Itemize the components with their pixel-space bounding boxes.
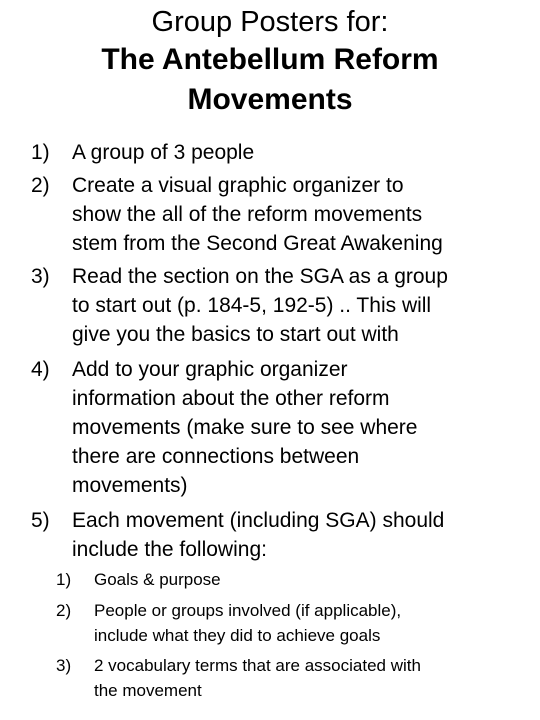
list-text: Each movement (including SGA) should — [72, 509, 445, 532]
list-text: movements (make sure to see where — [72, 416, 418, 439]
list-text: movements) — [72, 474, 188, 497]
list-text: Read the section on the SGA as a group — [72, 265, 448, 288]
sub-list-number: 1) — [56, 570, 72, 589]
list-text: show the all of the reform movements — [72, 203, 423, 226]
sub-list-number: 3) — [56, 656, 72, 675]
list-text: there are connections between — [72, 445, 360, 468]
list-text: Add to your graphic organizer — [72, 358, 348, 381]
sub-list-text: 2 vocabulary terms that are associated with — [94, 656, 421, 675]
list-number: 2) — [31, 174, 50, 197]
list-number: 5) — [31, 509, 50, 532]
list-number: 3) — [31, 265, 50, 288]
sub-list-number: 2) — [56, 601, 72, 620]
list-text: give you the basics to start out with — [72, 323, 399, 346]
sub-list-text: People or groups involved (if applicable), — [94, 601, 402, 620]
title-line-2: The Antebellum Reform — [101, 43, 439, 76]
sub-list-text: include what they did to achieve goals — [94, 626, 381, 645]
list-text: to start out (p. 184-5, 192-5) .. This will — [72, 294, 432, 317]
title-line-3: Movements — [187, 83, 353, 116]
list-text: Create a visual graphic organizer to — [72, 174, 404, 197]
sub-list-text: the movement — [94, 681, 202, 700]
list-text: stem from the Second Great Awakening — [72, 232, 443, 255]
list-text: include the following: — [72, 538, 267, 561]
title-line-1: Group Posters for: — [151, 6, 389, 38]
list-number: 4) — [31, 358, 50, 381]
list-text: A group of 3 people — [72, 141, 255, 164]
list-text: information about the other reform — [72, 387, 390, 410]
list-number: 1) — [31, 141, 50, 164]
sub-list-text: Goals & purpose — [94, 570, 221, 589]
